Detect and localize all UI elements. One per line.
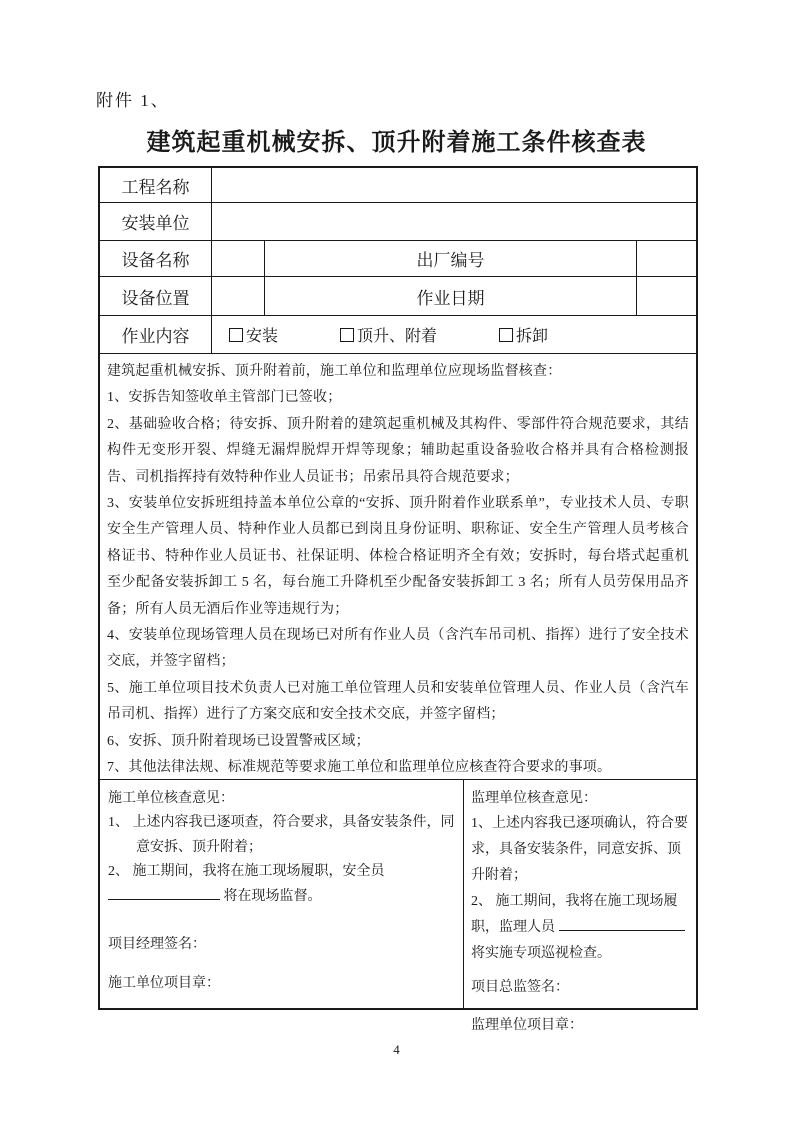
attachment-label: 附件 1、 (96, 91, 170, 110)
work-date-field[interactable] (637, 277, 696, 315)
supervision-unit-stamp-label: 监理单位项目章： (471, 1018, 583, 1033)
supervisor-name-blank-line[interactable] (559, 916, 685, 931)
page-title: 建筑起重机械安拆、顶升附着施工条件核查表 (146, 129, 647, 156)
supervision-review-item-2-prefix: 2、 施工期间，我将在施工现场履职，监理人员 (471, 894, 678, 935)
row-requirements (100, 354, 696, 780)
row-review-opinions (100, 780, 696, 1033)
inspection-form-table (98, 166, 698, 1033)
supervision-review-title: 监理单位核查意见： (471, 791, 597, 806)
factory-number-field[interactable] (637, 241, 696, 276)
row-install-unit (100, 203, 696, 241)
work-options-group (212, 316, 696, 353)
work-content-label: 作业内容 (100, 316, 212, 353)
option-jacking-attachment-label: 顶升、附着 (357, 328, 438, 345)
chief-supervisor-signature-label: 项目总监签名： (471, 980, 569, 995)
construction-review-title: 施工单位核查意见： (108, 791, 234, 806)
option-dismantle-label: 拆卸 (516, 328, 549, 345)
requirement-item-6: 6、安拆、顶升附着现场已设置警戒区域； (107, 733, 370, 749)
work-date-label: 作业日期 (265, 277, 637, 315)
row-work-content (100, 316, 696, 354)
requirement-item-1: 1、安拆告知签收单主管部门已签收； (107, 390, 342, 406)
row-project-name (100, 168, 696, 203)
construction-review-item-2: 2、 施工期间，我将在施工现场履职，安全员 (108, 864, 385, 879)
equipment-location-label: 设备位置 (100, 277, 212, 315)
row-equipment-location (100, 277, 696, 316)
requirement-item-2: 2、基础验收合格；待安拆、顶升附着的建筑起重机械及其构件、零部件符合规范要求，其结构件无变形开裂、焊缝无漏焊脱焊开焊等现象；辅助起重设备验收合格并具有合格检测报告、司机指挥持有效特种作业人员证书；吊索吊具符合规范要求； (107, 416, 689, 485)
construction-review-item-2-continued (108, 885, 455, 910)
checkbox-jacking-attachment-icon[interactable] (340, 328, 354, 342)
requirement-item-5: 5、施工单位项目技术负责人已对施工单位管理人员和安装单位管理人员、作业人员（含汽车吊司机、指挥）进行了方案交底和安全技术交底，并签字留档； (107, 680, 689, 723)
requirement-item-7: 7、其他法律法规、标准规范等要求施工单位和监理单位应核查符合要求的事项。 (107, 760, 612, 776)
construction-unit-stamp-label: 施工单位项目章： (108, 975, 220, 991)
supervision-review-item-2-suffix: 将实施专项巡视检查。 (471, 946, 611, 961)
construction-review-item-1: 1、 上述内容我已逐项查，符合要求，具备安装条件，同意安拆、顶升附着； (108, 815, 455, 855)
page-number: 4 (393, 1042, 400, 1057)
project-name-label: 工程名称 (100, 168, 212, 202)
construction-unit-review-cell (100, 780, 464, 1008)
requirement-item-4: 4、安装单位现场管理人员在现场已对所有作业人员（含汽车吊司机、指挥）进行了安全技术交底，并签字留档； (107, 628, 689, 670)
checkbox-dismantle-icon[interactable] (499, 328, 513, 342)
requirements-intro: 建筑起重机械安拆、顶升附着前，施工单位和监理单位应现场监督核查： (107, 364, 562, 379)
project-manager-signature-label: 项目经理签名： (108, 937, 206, 952)
equipment-location-field[interactable] (212, 277, 265, 315)
project-name-field[interactable] (212, 168, 696, 202)
row-equipment-name (100, 241, 696, 277)
supervision-review-item-1: 1、上述内容我已逐项确认，符合要求，具备安装条件，同意安拆、顶升附着； (471, 816, 688, 883)
safety-officer-blank-line[interactable] (108, 885, 220, 900)
option-install[interactable] (229, 323, 278, 346)
supervision-unit-review-cell (464, 780, 696, 1033)
install-unit-field[interactable] (212, 203, 696, 240)
equipment-name-field[interactable] (212, 241, 265, 276)
option-jacking-attachment[interactable] (340, 323, 437, 346)
equipment-name-label: 设备名称 (100, 241, 212, 276)
supervision-review-item-2 (471, 889, 689, 967)
construction-review-item-2-suffix: 将在现场监督。 (223, 888, 322, 904)
checkbox-install-icon[interactable] (229, 328, 243, 342)
option-dismantle[interactable] (499, 323, 548, 346)
requirements-text-block (100, 354, 696, 779)
requirement-item-3: 3、安装单位安拆班组持盖本单位公章的“安拆、顶升附着作业联系单”，专业技术人员、专职安全生产管理人员、特种作业人员都已到岗且身份证明、职称证、安全生产管理人员考核合格证书、特种作业人员证书、社保证明、体检合格证明齐全有效；安拆时，每台塔式起重机至少配备安装拆卸工 5 名，每台施工升降机至少配备安装拆卸工 3 名；所有人员劳保用品齐备；所有人员无酒后作业等违规行为； (107, 496, 689, 617)
factory-number-label: 出厂编号 (265, 241, 637, 276)
option-install-label: 安装 (246, 328, 279, 345)
install-unit-label: 安装单位 (100, 203, 212, 240)
